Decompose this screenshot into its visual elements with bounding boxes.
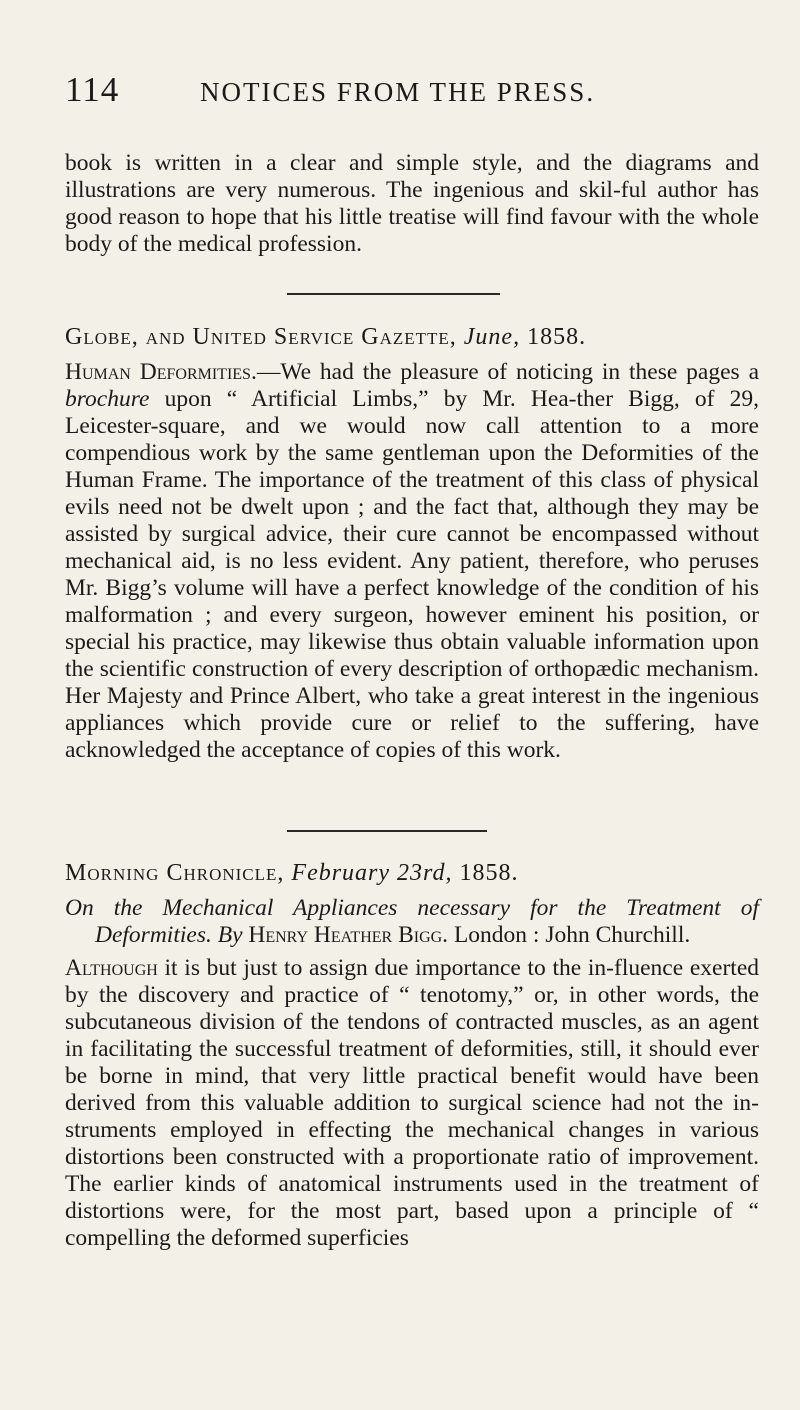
morning-heading-year: 1858. <box>459 860 519 886</box>
section-divider-2 <box>287 830 487 832</box>
morning-body: it is but just to assign due importance to the in-fluence exerted by the discovery and practice of “ tenotomy,” or, in other words, the subcutaneous division of the tendons of contracted muscles, as an agent in facilitating the successful treatment of deformities, still, it should ever be borne in mind, that very little practical benefit would have been derived from this valuable addition to surgical science had not the in-struments employed in effecting the mechanical changes in various distortions been constructed with a proportionate ratio of improvement. The earlier kinds of anatomical instruments used in the treatment of distortions were, for the most part, based upon a principle of “ compelling the deformed superficies <box>65 955 759 1251</box>
globe-heading <box>65 324 759 351</box>
globe-brochure: brochure <box>65 386 150 412</box>
morning-book-title: On the Mechanical Appliances necessary for the Treatment of Deformities. By <box>65 895 759 948</box>
intro-paragraph-block <box>65 150 759 258</box>
running-head <box>0 70 800 110</box>
globe-heading-name: Globe, and United Service Gazette, <box>65 324 457 350</box>
morning-author: Henry Heather Bigg. <box>248 922 449 948</box>
morning-paragraph <box>65 955 759 1252</box>
globe-heading-year: 1858. <box>527 324 587 350</box>
morning-heading-name: Morning Chronicle, <box>65 860 285 886</box>
morning-publisher: London : John Churchill. <box>453 922 691 948</box>
section-divider-1 <box>287 293 500 295</box>
globe-paragraph <box>65 359 759 764</box>
morning-book-citation <box>65 895 759 949</box>
page-number: 114 <box>65 70 120 109</box>
globe-lead: Human Deformities. <box>65 359 257 385</box>
morning-lead: Although <box>65 955 158 981</box>
globe-body-2: upon “ Artificial Limbs,” by Mr. Hea-ther Bigg, of 29, Leicester-square, and we would now call attention to a more compendious work by the same gentleman upon the Deformities of the Human Frame. The importance of the treatment of this class of physical evils need not be dwelt upon ; and the fact that, although they may be assisted by surgical advice, their cure cannot be encompassed without mechanical aid, is no less evident. Any patient, therefore, who peruses Mr. Bigg’s volume will have a perfect knowledge of the condition of his malformation ; and every surgeon, however eminent his position, or special his practice, may likewise thus obtain valuable information upon the scientific construction of every description of orthopædic mechanism. Her Majesty and Prince Albert, who take a great interest in the ingenious appliances which provide cure or relief to the suffering, have acknowledged the acceptance of copies of this work. <box>65 386 759 763</box>
globe-heading-month: June, <box>463 324 521 350</box>
globe-section <box>65 324 759 764</box>
running-title: NOTICES FROM THE PRESS. <box>200 77 596 107</box>
globe-body-1: —We had the pleasure of noticing in these pages a <box>256 359 759 385</box>
intro-paragraph: book is written in a clear and simple style, and the diagrams and illustrations are very numerous. The ingenious and skil-ful author has good reason to hope that his little treatise will find favour with the whole body of the medical profession. <box>65 150 759 257</box>
morning-section <box>65 860 759 1252</box>
morning-heading <box>65 860 759 887</box>
morning-heading-date: February 23rd, <box>291 860 453 886</box>
